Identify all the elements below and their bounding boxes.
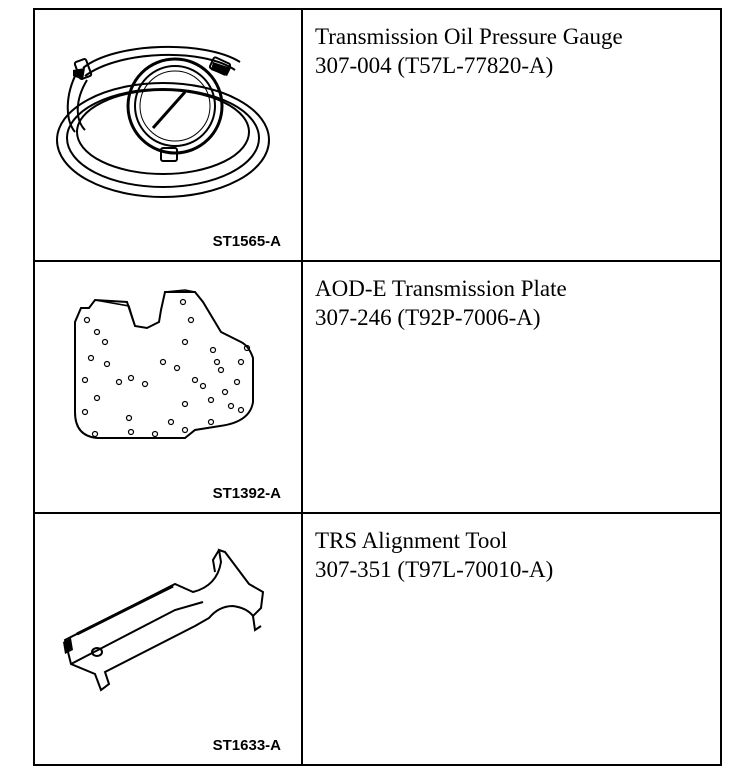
tool-name: AOD-E Transmission Plate — [315, 276, 567, 301]
tool-name: Transmission Oil Pressure Gauge — [315, 24, 623, 49]
tool-description-cell — [302, 9, 721, 261]
tool-row — [34, 513, 721, 765]
figure-code: ST1565-A — [212, 233, 281, 250]
tool-number: 307-246 (T92P-7006-A) — [315, 305, 541, 330]
tool-description-cell — [302, 513, 721, 765]
tool-row — [34, 9, 721, 261]
tool-number: 307-004 (T57L-77820-A) — [315, 53, 554, 78]
tool-image-cell — [34, 513, 302, 765]
tool-number: 307-351 (T97L-70010-A) — [315, 557, 554, 582]
tool-image-cell — [34, 9, 302, 261]
figure-code: ST1633-A — [212, 737, 281, 754]
tool-row — [34, 261, 721, 513]
figure-code: ST1392-A — [212, 485, 281, 502]
tool-description-cell — [302, 261, 721, 513]
tool-name: TRS Alignment Tool — [315, 528, 508, 553]
alignment-tool-icon — [35, 514, 301, 766]
tool-image-cell — [34, 261, 302, 513]
special-tools-table — [33, 8, 722, 766]
pressure-gauge-icon — [35, 10, 301, 262]
transmission-plate-icon — [35, 262, 301, 514]
